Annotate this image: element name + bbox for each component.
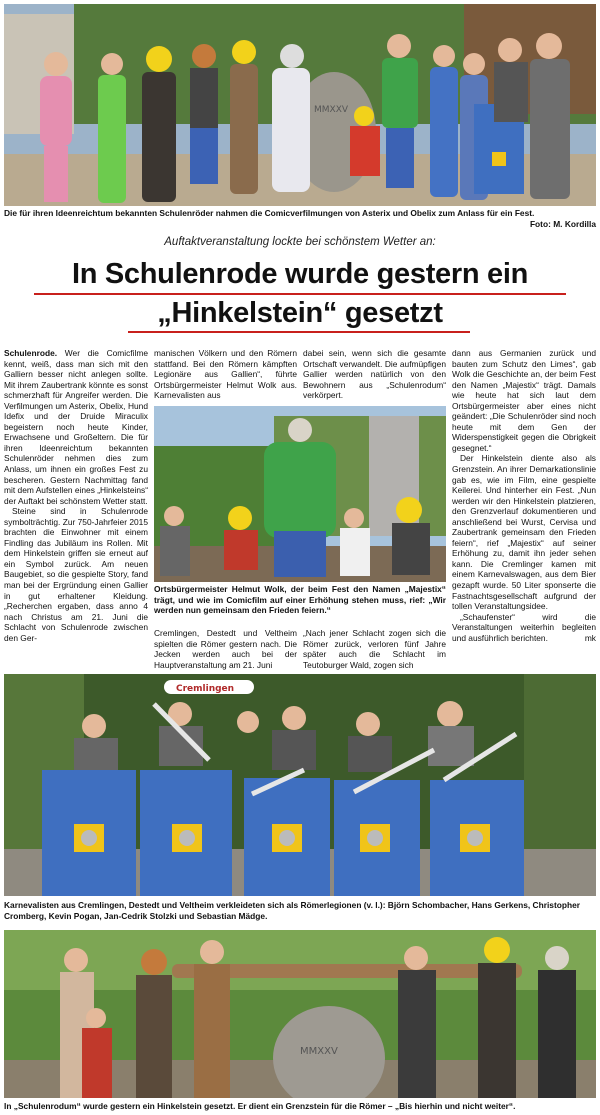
col4-paragraph-2: Der Hinkelstein diente also als Grenzstein. An ihrer Demarkationslinie gab es, wie im Film, eine gespielte Keilerei. Und hinterher ein Fest. „Nun werden wir den Hinkelstein platzieren, den Grenzverlauf dokumentieren und anschließend bei Wurst, Cervisa und Zaubertrank gemeinsam den Frieden feiern“, rief „Majestix“ auf seiner Erhöhung zu, damit ihn jeder sehen kann. Die Cremlinger kamen mit einem Karnevalswagen, aus dem Bier gezapft wurde. 50 Liter sponserte die Fastnachtsgesellschaft aufgrund der tollen Veranstaltungsidee. (452, 453, 596, 612)
col1-paragraph-2: Steine sind in Schulenrode symbolträchtig. Zur 750-Jahrfeier 2015 brachten die Einwohner mit einem Findling das Jubiläum ins Rollen. Mit dem Hinkelstein griffen sie erneut auf ein Symbol zurück. Am neuen Baugebiet, so die gespielte Story, fand man bei der Ergründung einen Gallier in gut erhaltener Kleidung. „Recherchen ergaben, dass anno 4 nach Christus am 21. Juni die Schlacht von Schulenrode zwischen den Ger- (4, 506, 148, 643)
bottom-photo (4, 930, 596, 1098)
article-column-3-bottom: „Nach jener Schlacht zogen sich die Römer zurück, verloren fünf Jahre später auch die Schlacht im Teutoburger Wald, zogen sich (303, 628, 446, 670)
col4-paragraph-3: „Schaufenster“ wird die Veranstaltungen weiterhin begleiten und ausführlich berichten. (452, 611, 596, 643)
inset-photo-caption: Ortsbürgermeister Helmut Wolk, der beim Fest den Namen „Majestix“ trägt, und wie im Comicfilm auf einer Erhöhung stehen muss, rief: „Wir werden nun gemeinsam den Frieden feiern.“ (154, 584, 446, 616)
sign-text: Cremlingen (176, 684, 235, 694)
bottom-photo-caption: In „Schulenrodum“ wurde gestern ein Hinkelstein gesetzt. Er dient ein Grenzstein für die Römer – „Bis hierhin und nicht weiter“. (4, 1101, 516, 1111)
col1-paragraph-1: Wer die Comicfilme kennt, weiß, dass man sich mit den Galliern besser nicht anlegen sollte. Mit ihrem Zaubertrank könnte es sonst schmerzhaft für Angreifer werden. Die Verfilmungen um Asterix, Obelix, Hund Idefix und der Druide Miraculix begeistern noch heute Kinder, Erwachsene und Großeltern. Die für ihren Ideenreichtum bekannten Schulenröder nehmen dies zum Anlass, um ihnen ein großes Fest zu bescheren. Gestern Nachmittag fand mit dem Aufstellen eines „Hinkelsteins“ der Auftakt bei schönstem Wetter statt. (4, 348, 148, 506)
top-photo-caption (4, 208, 596, 229)
article-column-4 (452, 348, 596, 643)
article-column-2-bottom: Cremlingen, Destedt und Veltheim spielten die Römer gestern nach. Die Jecken werden auch bei der Hauptveranstaltung am 21. Juni (154, 628, 297, 670)
top-caption-text: Die für ihren Ideenreichtum bekannten Schulenröder nahmen die Comicverfilmungen von Asterix und Obelix zum Anlass für ein Fest. (4, 208, 535, 218)
middle-photo-caption: Karnevalisten aus Cremlingen, Destedt und Veltheim verkleideten sich als Römerlegionen (v. l.): Björn Schombacher, Hans Gerkens, Christopher Cromberg, Kevin Pogan, Jan-Cedrik Stolzki und Sebastian Mädge. (4, 900, 581, 921)
middle-photo (4, 674, 596, 896)
col4-paragraph-1: dann aus Germanien zurück und bauten zum Schutz den Limes“, gab Wolk die Geschichte an, der beim Fest den Namen „Majestix“ trägt. Damals wie heute hat sich laut dem Ortsbürgermeister aber eines nicht geändert: „Die Schulenröder sind noch heute mit dem Gen der Widerspenstigkeit gegen die Obrigkeit gesegnet.“ (452, 348, 596, 453)
article-column-2-top: manischen Völkern und den Römern stattfand. Bei den Römern kämpften Legionäre aus Gallien“, führte Ortsbürgermeister Helmut Wolk aus. Karnevalisten aus (154, 348, 297, 401)
inset-photo (154, 406, 446, 582)
kicker: Auftaktveranstaltung lockte bei schönstem Wetter an: (164, 236, 436, 248)
dateline: Schulenrode. (4, 348, 58, 358)
headline-line-1: In Schulenrode wurde gestern ein (71, 258, 529, 290)
bottom-stone-text: MMXXV (300, 1046, 338, 1057)
top-photo (4, 4, 596, 206)
article-column-1 (4, 348, 148, 643)
headline-rule-1 (34, 293, 566, 295)
headline-rule-2 (128, 331, 470, 333)
headline-line-2: „Hinkelstein“ gesetzt (157, 297, 443, 329)
author-signature: mk (584, 632, 596, 643)
top-stone-text: MMXXV (314, 105, 349, 115)
article-column-3-top: dabei sein, wenn sich die gesamte Ortschaft verwandelt. Die aufmüpfigen Gallier werden natürlich von den Bewohnern aus „Schulenrodum“ verkörpert. (303, 348, 446, 401)
photo-credit: Foto: M. Kordilla (529, 218, 596, 229)
